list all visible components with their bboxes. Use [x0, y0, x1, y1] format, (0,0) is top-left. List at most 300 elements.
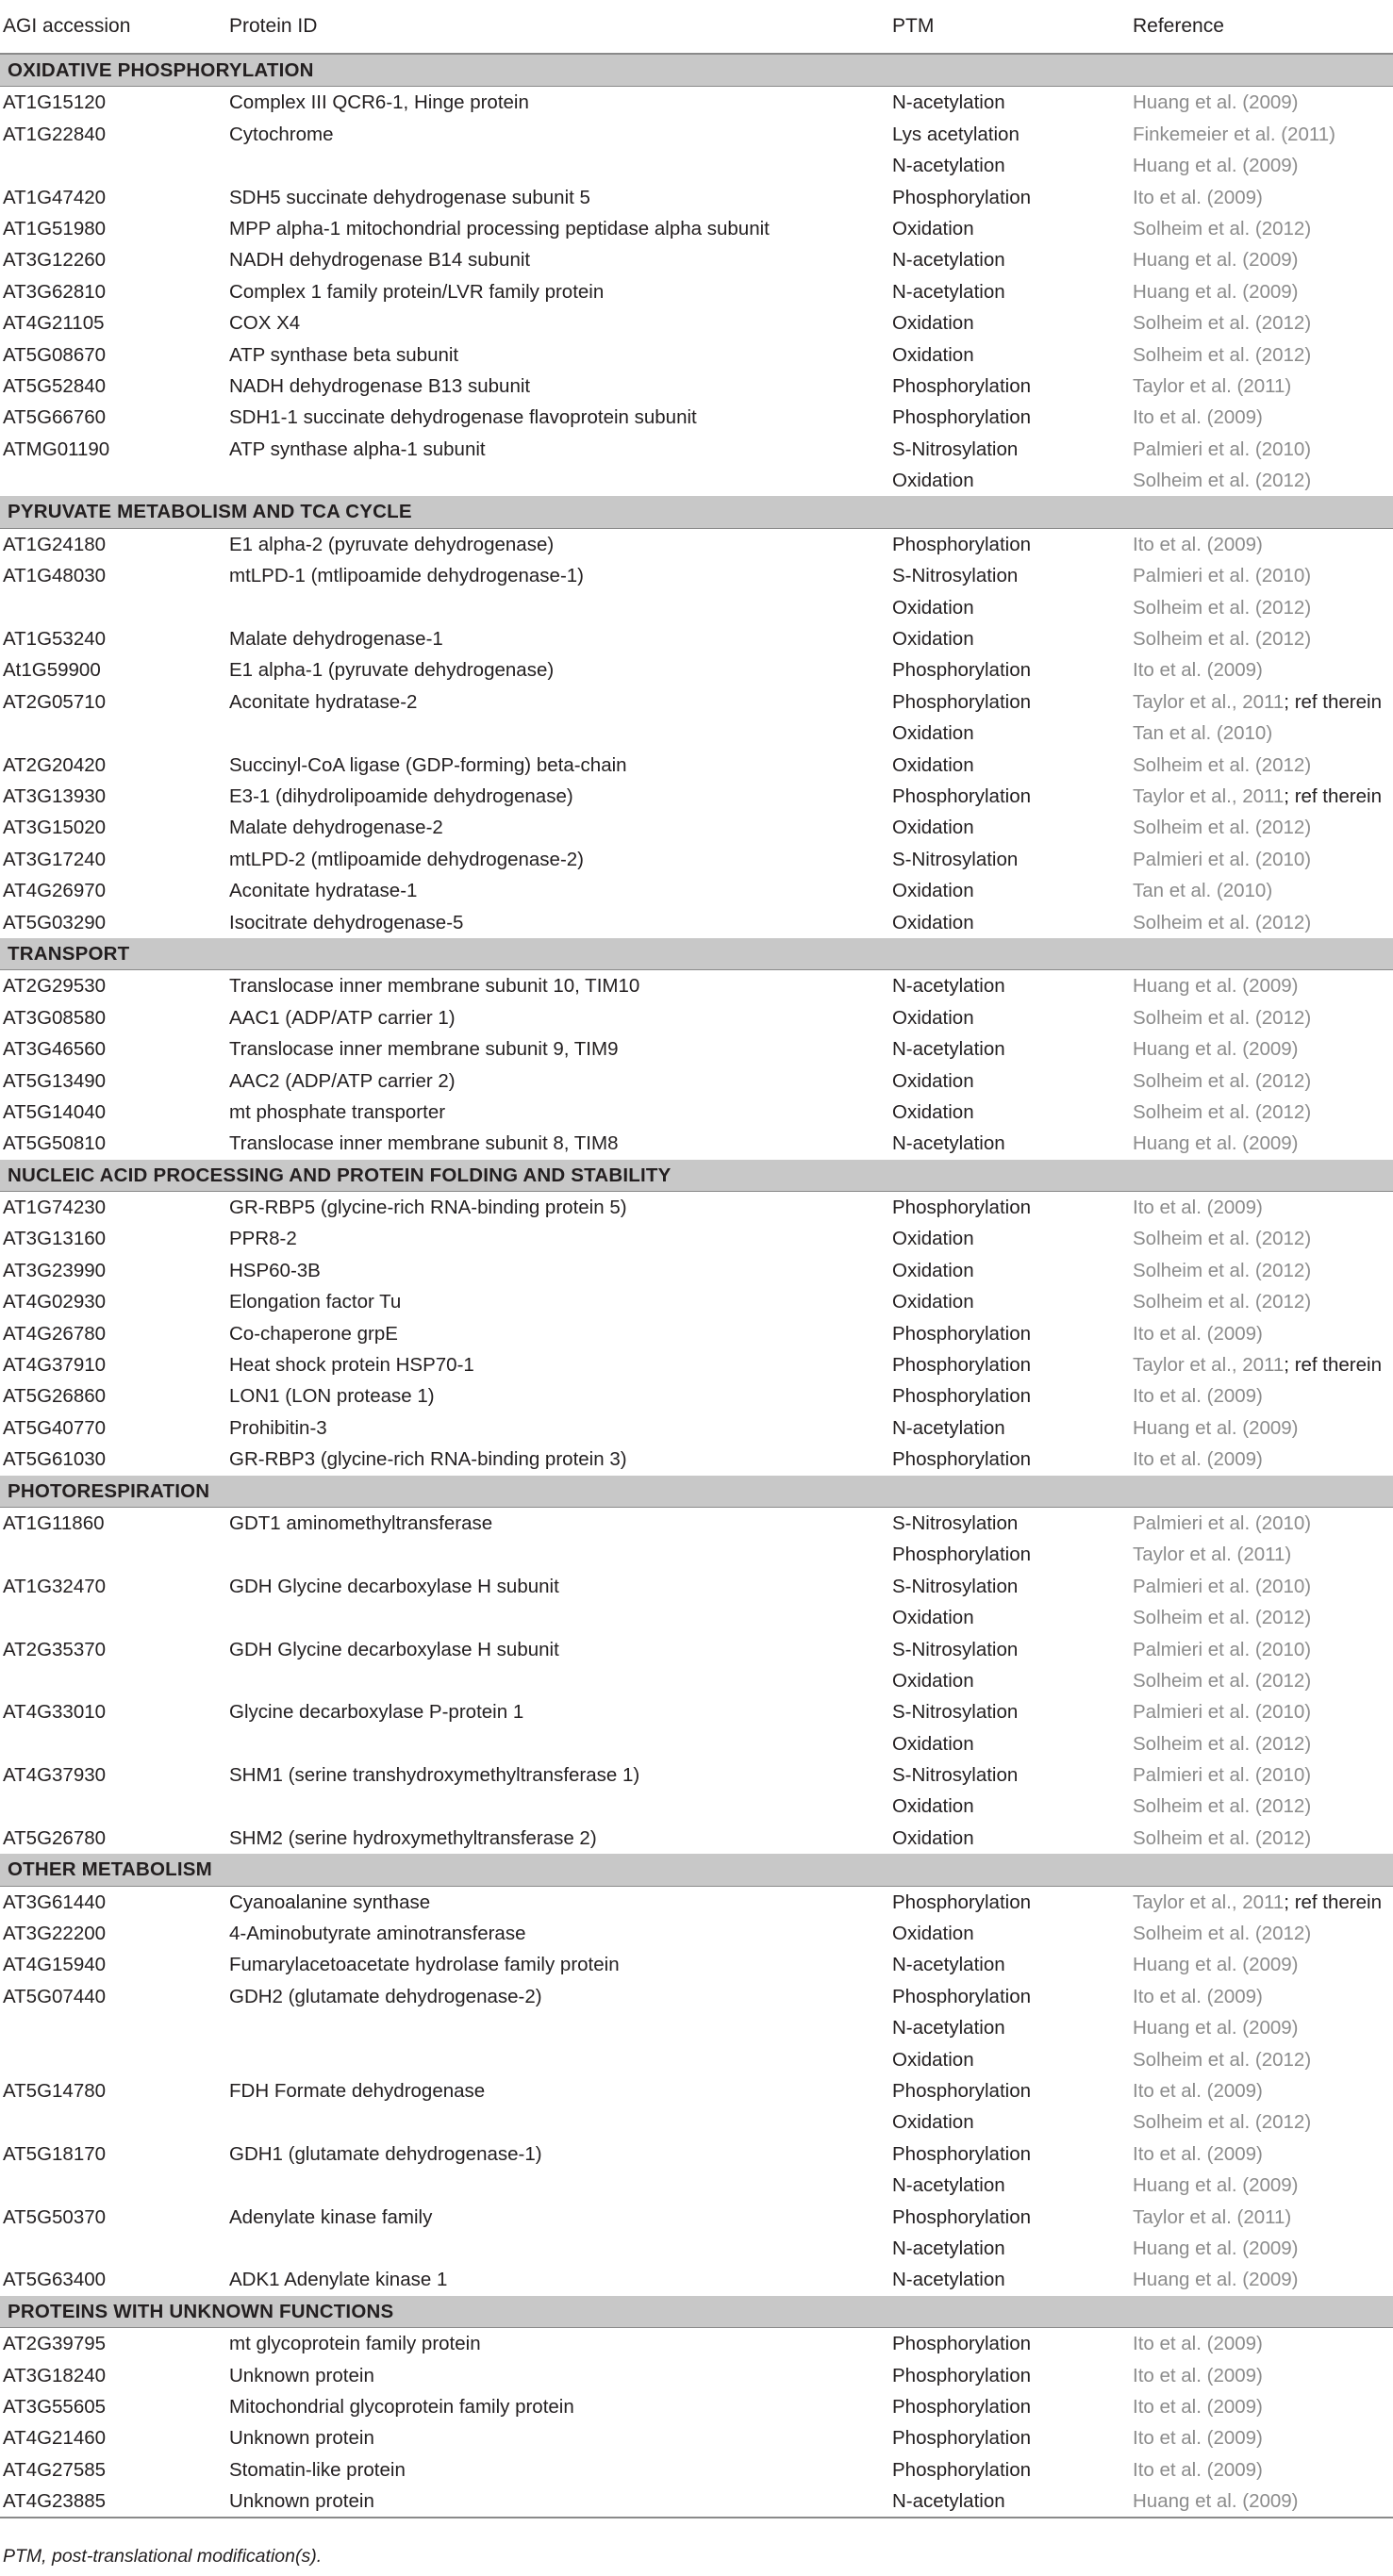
reference-cell: [1133, 2106, 1311, 2138]
table-row: [0, 1728, 1393, 1759]
protein-id-cell: GDT1 aminomethyltransferase: [229, 1511, 493, 1534]
reference-text: Ito et al. (2009): [1133, 533, 1263, 555]
reference-text: Solheim et al. (2012): [1133, 1923, 1312, 1945]
table-row: [0, 1097, 1393, 1128]
agi-accession-cell: AT3G22200: [3, 1923, 107, 1945]
agi-accession-cell: AT3G23990: [3, 1259, 107, 1281]
reference-text: Huang et al. (2009): [1133, 249, 1299, 272]
protein-id-cell: Unknown protein: [229, 2427, 374, 2450]
ptm-cell: Phosphorylation: [892, 2458, 1032, 2481]
ptm-cell: Oxidation: [892, 722, 974, 745]
ptm-cell: Phosphorylation: [892, 374, 1032, 397]
reference-text: Ito et al. (2009): [1133, 1448, 1263, 1471]
agi-accession-cell: AT2G29530: [3, 975, 107, 998]
protein-id-cell: PPR8-2: [229, 1228, 297, 1250]
reference-cell: [1133, 750, 1311, 781]
reference-text: Solheim et al. (2012): [1133, 628, 1312, 651]
ptm-cell: Oxidation: [892, 470, 974, 492]
reference-text: Taylor et al., 2011: [1133, 1354, 1285, 1377]
reference-text: Ito et al. (2009): [1133, 2142, 1263, 2165]
reference-text: Huang et al. (2009): [1133, 1132, 1299, 1155]
reference-text: Palmieri et al. (2010): [1133, 1575, 1312, 1597]
ptm-cell: Phosphorylation: [892, 533, 1032, 555]
reference-text: Solheim et al. (2012): [1133, 1795, 1312, 1818]
reference-text: Huang et al. (2009): [1133, 1038, 1299, 1061]
agi-accession-cell: AT1G24180: [3, 533, 107, 555]
reference-suffix: ; ref therein: [1284, 1891, 1382, 1913]
agi-accession-cell: AT4G37910: [3, 1354, 107, 1377]
reference-cell: [1133, 2233, 1299, 2264]
reference-text: Solheim et al. (2012): [1133, 817, 1312, 839]
agi-accession-cell: AT1G11860: [3, 1511, 105, 1534]
agi-accession-cell: AT3G62810: [3, 280, 107, 303]
agi-accession-cell: AT5G50810: [3, 1132, 107, 1155]
section-title: NUCLEIC ACID PROCESSING AND PROTEIN FOLDING AND STABILITY: [8, 1164, 672, 1186]
protein-id-cell: AAC2 (ADP/ATP carrier 2): [229, 1069, 456, 1092]
reference-cell: [1133, 907, 1311, 938]
protein-id-cell: Glycine decarboxylase P-protein 1: [229, 1701, 524, 1724]
protein-id-cell: GDH2 (glutamate dehydrogenase-2): [229, 1985, 542, 2007]
reference-text: Solheim et al. (2012): [1133, 1006, 1312, 1029]
reference-text: Ito et al. (2009): [1133, 2395, 1263, 2418]
ptm-cell: N-acetylation: [892, 1954, 1005, 1976]
reference-text: Palmieri et al. (2010): [1133, 1764, 1312, 1787]
reference-cell: [1133, 2075, 1263, 2106]
reference-text: Solheim et al. (2012): [1133, 1228, 1312, 1250]
table-row: [0, 812, 1393, 843]
protein-id-cell: COX X4: [229, 312, 301, 335]
table-row: [0, 2170, 1393, 2201]
protein-id-cell: MPP alpha-1 mitochondrial processing peptidase alpha subunit: [229, 217, 770, 239]
ptm-cell: Oxidation: [892, 880, 974, 902]
protein-id-cell: SDH5 succinate dehydrogenase subunit 5: [229, 186, 590, 208]
agi-accession-cell: AT1G53240: [3, 628, 107, 651]
reference-text: Huang et al. (2009): [1133, 2269, 1299, 2291]
protein-id-cell: Translocase inner membrane subunit 10, TIM10: [229, 975, 640, 998]
ptm-cell: Phosphorylation: [892, 690, 1032, 713]
ptm-cell: N-acetylation: [892, 2237, 1005, 2259]
reference-text: Huang et al. (2009): [1133, 155, 1299, 177]
reference-text: Huang et al. (2009): [1133, 1416, 1299, 1439]
section-header: [0, 2296, 1393, 2327]
ptm-cell: S-Nitrosylation: [892, 848, 1019, 870]
protein-id-cell: GR-RBP5 (glycine-rich RNA-binding protein 5): [229, 1197, 627, 1219]
ptm-cell: Oxidation: [892, 817, 974, 839]
reference-cell: [1133, 2485, 1299, 2517]
protein-id-cell: Adenylate kinase family: [229, 2205, 433, 2228]
agi-accession-cell: AT4G02930: [3, 1291, 107, 1313]
ptm-cell: Phosphorylation: [892, 659, 1032, 682]
agi-accession-cell: AT4G23885: [3, 2490, 107, 2513]
ptm-cell: Oxidation: [892, 628, 974, 651]
protein-id-cell: Isocitrate dehydrogenase-5: [229, 911, 464, 933]
section-title: PYRUVATE METABOLISM AND TCA CYCLE: [8, 501, 412, 523]
reference-cell: [1133, 87, 1299, 118]
protein-id-cell: Co-chaperone grpE: [229, 1322, 398, 1345]
ptm-cell: Oxidation: [892, 1607, 974, 1629]
table-row: [0, 2454, 1393, 2485]
protein-id-cell: Unknown protein: [229, 2364, 374, 2386]
protein-id-cell: E3-1 (dihydrolipoamide dehydrogenase): [229, 784, 573, 807]
reference-cell: [1133, 1444, 1263, 1475]
protein-id-cell: Unknown protein: [229, 2490, 374, 2513]
reference-cell: [1133, 2391, 1263, 2422]
reference-cell: [1133, 1791, 1311, 1822]
reference-text: Ito et al. (2009): [1133, 2458, 1263, 2481]
ptm-cell: Oxidation: [892, 596, 974, 619]
agi-accession-cell: AT4G33010: [3, 1701, 107, 1724]
ptm-cell: Oxidation: [892, 1795, 974, 1818]
table-row: [0, 875, 1393, 906]
ptm-cell: S-Nitrosylation: [892, 565, 1019, 587]
reference-text: Taylor et al., 2011: [1133, 784, 1285, 807]
agi-accession-cell: At1G59900: [3, 659, 101, 682]
reference-cell: [1133, 2170, 1299, 2201]
reference-cell: [1133, 781, 1382, 812]
table-row: [0, 1380, 1393, 1412]
ptm-cell: Phosphorylation: [892, 2427, 1032, 2450]
reference-cell: [1133, 1380, 1263, 1412]
agi-accession-cell: AT4G27585: [3, 2458, 107, 2481]
protein-id-cell: Aconitate hydratase-1: [229, 880, 418, 902]
reference-text: Palmieri et al. (2010): [1133, 438, 1312, 460]
agi-accession-cell: AT4G26780: [3, 1322, 107, 1345]
reference-text: Ito et al. (2009): [1133, 1985, 1263, 2007]
protein-id-cell: 4-Aminobutyrate aminotransferase: [229, 1923, 526, 1945]
reference-cell: [1133, 1634, 1311, 1665]
section-title: OTHER METABOLISM: [8, 1858, 212, 1881]
table-row: [0, 1192, 1393, 1223]
reference-text: Huang et al. (2009): [1133, 1954, 1299, 1976]
reference-text: Ito et al. (2009): [1133, 659, 1263, 682]
protein-id-cell: Cyanoalanine synthase: [229, 1891, 431, 1913]
reference-text: Palmieri et al. (2010): [1133, 1638, 1312, 1660]
table-row: [0, 2328, 1393, 2359]
section-title: PROTEINS WITH UNKNOWN FUNCTIONS: [8, 2300, 394, 2322]
reference-cell: [1133, 592, 1311, 623]
table-row: [0, 2138, 1393, 2170]
reference-text: Solheim et al. (2012): [1133, 2111, 1312, 2134]
ptm-cell: Phosphorylation: [892, 2080, 1032, 2102]
ptm-cell: Oxidation: [892, 1826, 974, 1849]
table-row: [0, 1349, 1393, 1380]
table-row: [0, 1696, 1393, 1727]
agi-accession-cell: AT3G08580: [3, 1006, 107, 1029]
reference-cell: [1133, 970, 1299, 1001]
agi-accession-cell: AT5G50370: [3, 2205, 107, 2228]
ptm-cell: S-Nitrosylation: [892, 1575, 1019, 1597]
agi-accession-cell: AT5G08670: [3, 343, 107, 366]
ptm-cell: N-acetylation: [892, 2269, 1005, 2291]
agi-accession-cell: AT5G66760: [3, 406, 107, 429]
reference-text: Palmieri et al. (2010): [1133, 1701, 1312, 1724]
agi-accession-cell: AT2G20420: [3, 753, 107, 776]
protein-id-cell: AAC1 (ADP/ATP carrier 1): [229, 1006, 456, 1029]
ptm-cell: Phosphorylation: [892, 784, 1032, 807]
table-row: [0, 2012, 1393, 2043]
protein-id-cell: FDH Formate dehydrogenase: [229, 2080, 486, 2102]
reference-cell: [1133, 402, 1263, 433]
agi-accession-cell: AT5G40770: [3, 1416, 107, 1439]
reference-cell: [1133, 434, 1311, 465]
table-row: [0, 244, 1393, 275]
table-row: [0, 1602, 1393, 1633]
agi-accession-cell: AT4G15940: [3, 1954, 107, 1976]
table-row: [0, 1791, 1393, 1822]
protein-id-cell: SHM2 (serine hydroxymethyltransferase 2): [229, 1826, 597, 1849]
table-row: [0, 402, 1393, 433]
reference-cell: [1133, 654, 1263, 685]
reference-cell: [1133, 1823, 1311, 1854]
ptm-cell: Phosphorylation: [892, 2395, 1032, 2418]
agi-accession-cell: ATMG01190: [3, 438, 110, 460]
protein-id-cell: NADH dehydrogenase B14 subunit: [229, 249, 531, 272]
table-row: [0, 1823, 1393, 1854]
agi-accession-cell: AT3G13160: [3, 1228, 107, 1250]
agi-accession-cell: AT2G35370: [3, 1638, 107, 1660]
ptm-cell: N-acetylation: [892, 91, 1005, 114]
reference-cell: [1133, 1002, 1311, 1033]
header-reference: Reference: [1133, 15, 1224, 37]
reference-cell: [1133, 1318, 1263, 1349]
ptm-cell: Oxidation: [892, 2111, 974, 2134]
ptm-cell: Phosphorylation: [892, 2205, 1032, 2228]
reference-cell: [1133, 875, 1272, 906]
reference-cell: [1133, 686, 1382, 718]
protein-id-cell: Mitochondrial glycoprotein family protein: [229, 2395, 574, 2418]
protein-id-cell: LON1 (LON protease 1): [229, 1385, 435, 1408]
agi-accession-cell: AT3G55605: [3, 2395, 107, 2418]
reference-cell: [1133, 1981, 1263, 2012]
table-row: [0, 686, 1393, 718]
reference-cell: [1133, 2360, 1263, 2391]
reference-cell: [1133, 1949, 1299, 1980]
reference-cell: [1133, 213, 1311, 244]
table-row: [0, 1033, 1393, 1065]
protein-id-cell: mtLPD-2 (mtlipoamide dehydrogenase-2): [229, 848, 585, 870]
reference-text: Ito et al. (2009): [1133, 1322, 1263, 1345]
ptm-cell: S-Nitrosylation: [892, 1638, 1019, 1660]
agi-accession-cell: AT1G22840: [3, 123, 107, 145]
protein-id-cell: ADK1 Adenylate kinase 1: [229, 2269, 448, 2291]
table-row: [0, 2233, 1393, 2264]
table-row: [0, 844, 1393, 875]
reference-cell: [1133, 1696, 1311, 1727]
table-row: [0, 2264, 1393, 2295]
ptm-cell: S-Nitrosylation: [892, 1764, 1019, 1787]
reference-text: Ito et al. (2009): [1133, 406, 1263, 429]
reference-cell: [1133, 182, 1263, 213]
ptm-cell: N-acetylation: [892, 975, 1005, 998]
reference-text: Solheim et al. (2012): [1133, 753, 1312, 776]
reference-cell: [1133, 1223, 1311, 1254]
table-row: [0, 1223, 1393, 1254]
reference-cell: [1133, 1508, 1311, 1539]
protein-id-cell: Heat shock protein HSP70-1: [229, 1354, 474, 1377]
ptm-cell: Phosphorylation: [892, 186, 1032, 208]
table-row: [0, 1981, 1393, 2012]
reference-text: Taylor et al., 2011: [1133, 1891, 1285, 1913]
reference-text: Solheim et al. (2012): [1133, 2048, 1312, 2071]
ptm-cell: Oxidation: [892, 1100, 974, 1123]
table-row: [0, 119, 1393, 150]
ptm-cell: N-acetylation: [892, 155, 1005, 177]
table-row: [0, 1318, 1393, 1349]
protein-id-cell: Succinyl-CoA ligase (GDP-forming) beta-chain: [229, 753, 627, 776]
reference-cell: [1133, 244, 1299, 275]
reference-cell: [1133, 1602, 1311, 1633]
reference-cell: [1133, 339, 1311, 371]
table-row: [0, 182, 1393, 213]
protein-id-cell: Translocase inner membrane subunit 8, TIM8: [229, 1132, 619, 1155]
table-row: [0, 276, 1393, 307]
reference-text: Solheim et al. (2012): [1133, 911, 1312, 933]
agi-accession-cell: AT3G17240: [3, 848, 107, 870]
section-header: [0, 496, 1393, 527]
reference-text: Finkemeier et al. (2011): [1133, 123, 1335, 145]
protein-id-cell: GDH1 (glutamate dehydrogenase-1): [229, 2142, 542, 2165]
reference-text: Solheim et al. (2012): [1133, 1291, 1312, 1313]
reference-cell: [1133, 560, 1311, 591]
reference-cell: [1133, 1097, 1311, 1128]
reference-text: Ito et al. (2009): [1133, 1385, 1263, 1408]
reference-text: Solheim et al. (2012): [1133, 1100, 1312, 1123]
table-row: [0, 1634, 1393, 1665]
ptm-cell: Phosphorylation: [892, 2333, 1032, 2355]
table-row: [0, 1286, 1393, 1317]
agi-accession-cell: AT5G63400: [3, 2269, 107, 2291]
reference-cell: [1133, 276, 1299, 307]
protein-id-cell: Cytochrome: [229, 123, 334, 145]
table-row: [0, 529, 1393, 560]
reference-cell: [1133, 1286, 1311, 1317]
ptm-cell: Phosphorylation: [892, 1985, 1032, 2007]
reference-text: Solheim et al. (2012): [1133, 596, 1312, 619]
reference-cell: [1133, 529, 1263, 560]
ptm-cell: Oxidation: [892, 1291, 974, 1313]
table-row: [0, 2485, 1393, 2517]
protein-id-cell: Stomatin-like protein: [229, 2458, 406, 2481]
agi-accession-cell: AT1G15120: [3, 91, 107, 114]
header-ptm: PTM: [892, 15, 935, 37]
reference-text: Huang et al. (2009): [1133, 91, 1299, 114]
table-row: [0, 150, 1393, 181]
table-row: [0, 654, 1393, 685]
table-row: [0, 1887, 1393, 1918]
reference-suffix: ; ref therein: [1284, 784, 1382, 807]
reference-text: Palmieri et al. (2010): [1133, 1511, 1312, 1534]
ptm-cell: Phosphorylation: [892, 1354, 1032, 1377]
reference-cell: [1133, 718, 1272, 749]
reference-cell: [1133, 623, 1311, 654]
protein-id-cell: Aconitate hydratase-2: [229, 690, 418, 713]
table-row: [0, 1918, 1393, 1949]
table-row: [0, 434, 1393, 465]
agi-accession-cell: AT4G37930: [3, 1764, 107, 1787]
ptm-cell: S-Nitrosylation: [892, 438, 1019, 460]
protein-id-cell: Translocase inner membrane subunit 9, TIM9: [229, 1038, 619, 1061]
table-row: [0, 623, 1393, 654]
table-row: [0, 1255, 1393, 1286]
agi-accession-cell: AT4G26970: [3, 880, 107, 902]
ptm-cell: Oxidation: [892, 753, 974, 776]
agi-accession-cell: AT3G18240: [3, 2364, 107, 2386]
table-header: [0, 0, 1393, 53]
section-header: [0, 55, 1393, 86]
ptm-cell: Oxidation: [892, 1732, 974, 1755]
agi-accession-cell: AT3G13930: [3, 784, 107, 807]
reference-cell: [1133, 465, 1311, 496]
reference-text: Taylor et al. (2011): [1133, 374, 1292, 397]
table-row: [0, 2391, 1393, 2422]
agi-accession-cell: AT3G15020: [3, 817, 107, 839]
ptm-cell: S-Nitrosylation: [892, 1701, 1019, 1724]
ptm-cell: N-acetylation: [892, 2174, 1005, 2197]
ptm-cell: S-Nitrosylation: [892, 1511, 1019, 1534]
agi-accession-cell: AT5G52840: [3, 374, 107, 397]
table-row: [0, 2422, 1393, 2453]
agi-accession-cell: AT5G26780: [3, 1826, 107, 1849]
protein-id-cell: ATP synthase beta subunit: [229, 343, 459, 366]
ptm-cell: Oxidation: [892, 343, 974, 366]
table-body: [0, 55, 1393, 2517]
table-row: [0, 1949, 1393, 1980]
reference-text: Ito et al. (2009): [1133, 2364, 1263, 2386]
agi-accession-cell: AT4G21105: [3, 312, 105, 335]
protein-id-cell: SDH1-1 succinate dehydrogenase flavoprotein subunit: [229, 406, 697, 429]
protein-id-cell: GR-RBP3 (glycine-rich RNA-binding protein 3): [229, 1448, 627, 1471]
reference-text: Ito et al. (2009): [1133, 2080, 1263, 2102]
ptm-cell: Lys acetylation: [892, 123, 1020, 145]
reference-cell: [1133, 1728, 1311, 1759]
section-title: PHOTORESPIRATION: [8, 1479, 210, 1502]
reference-cell: [1133, 2328, 1263, 2359]
table-row: [0, 2106, 1393, 2138]
table-row: [0, 1002, 1393, 1033]
ptm-cell: Oxidation: [892, 312, 974, 335]
table-row: [0, 1508, 1393, 1539]
reference-cell: [1133, 1349, 1382, 1380]
agi-accession-cell: AT5G13490: [3, 1069, 107, 1092]
protein-id-cell: Complex III QCR6-1, Hinge protein: [229, 91, 529, 114]
table-row: [0, 1065, 1393, 1097]
table-row: [0, 1539, 1393, 1570]
protein-id-cell: GDH Glycine decarboxylase H subunit: [229, 1638, 559, 1660]
reference-cell: [1133, 1759, 1311, 1791]
table-row: [0, 371, 1393, 402]
reference-cell: [1133, 2264, 1299, 2295]
ptm-cell: Phosphorylation: [892, 1197, 1032, 1219]
reference-text: Solheim et al. (2012): [1133, 1669, 1312, 1692]
reference-cell: [1133, 2138, 1263, 2170]
reference-cell: [1133, 2202, 1291, 2233]
reference-cell: [1133, 307, 1311, 339]
reference-text: Solheim et al. (2012): [1133, 1826, 1312, 1849]
reference-text: Huang et al. (2009): [1133, 2237, 1299, 2259]
reference-text: Palmieri et al. (2010): [1133, 848, 1312, 870]
reference-text: Taylor et al. (2011): [1133, 1544, 1292, 1566]
reference-text: Solheim et al. (2012): [1133, 1607, 1312, 1629]
ptm-cell: N-acetylation: [892, 2490, 1005, 2513]
reference-text: Solheim et al. (2012): [1133, 1069, 1312, 1092]
reference-text: Huang et al. (2009): [1133, 280, 1299, 303]
reference-text: Huang et al. (2009): [1133, 975, 1299, 998]
ptm-cell: Phosphorylation: [892, 1322, 1032, 1345]
table-row: [0, 1571, 1393, 1602]
agi-accession-cell: AT2G39795: [3, 2333, 107, 2355]
section-header: [0, 1476, 1393, 1507]
reference-cell: [1133, 2454, 1263, 2485]
